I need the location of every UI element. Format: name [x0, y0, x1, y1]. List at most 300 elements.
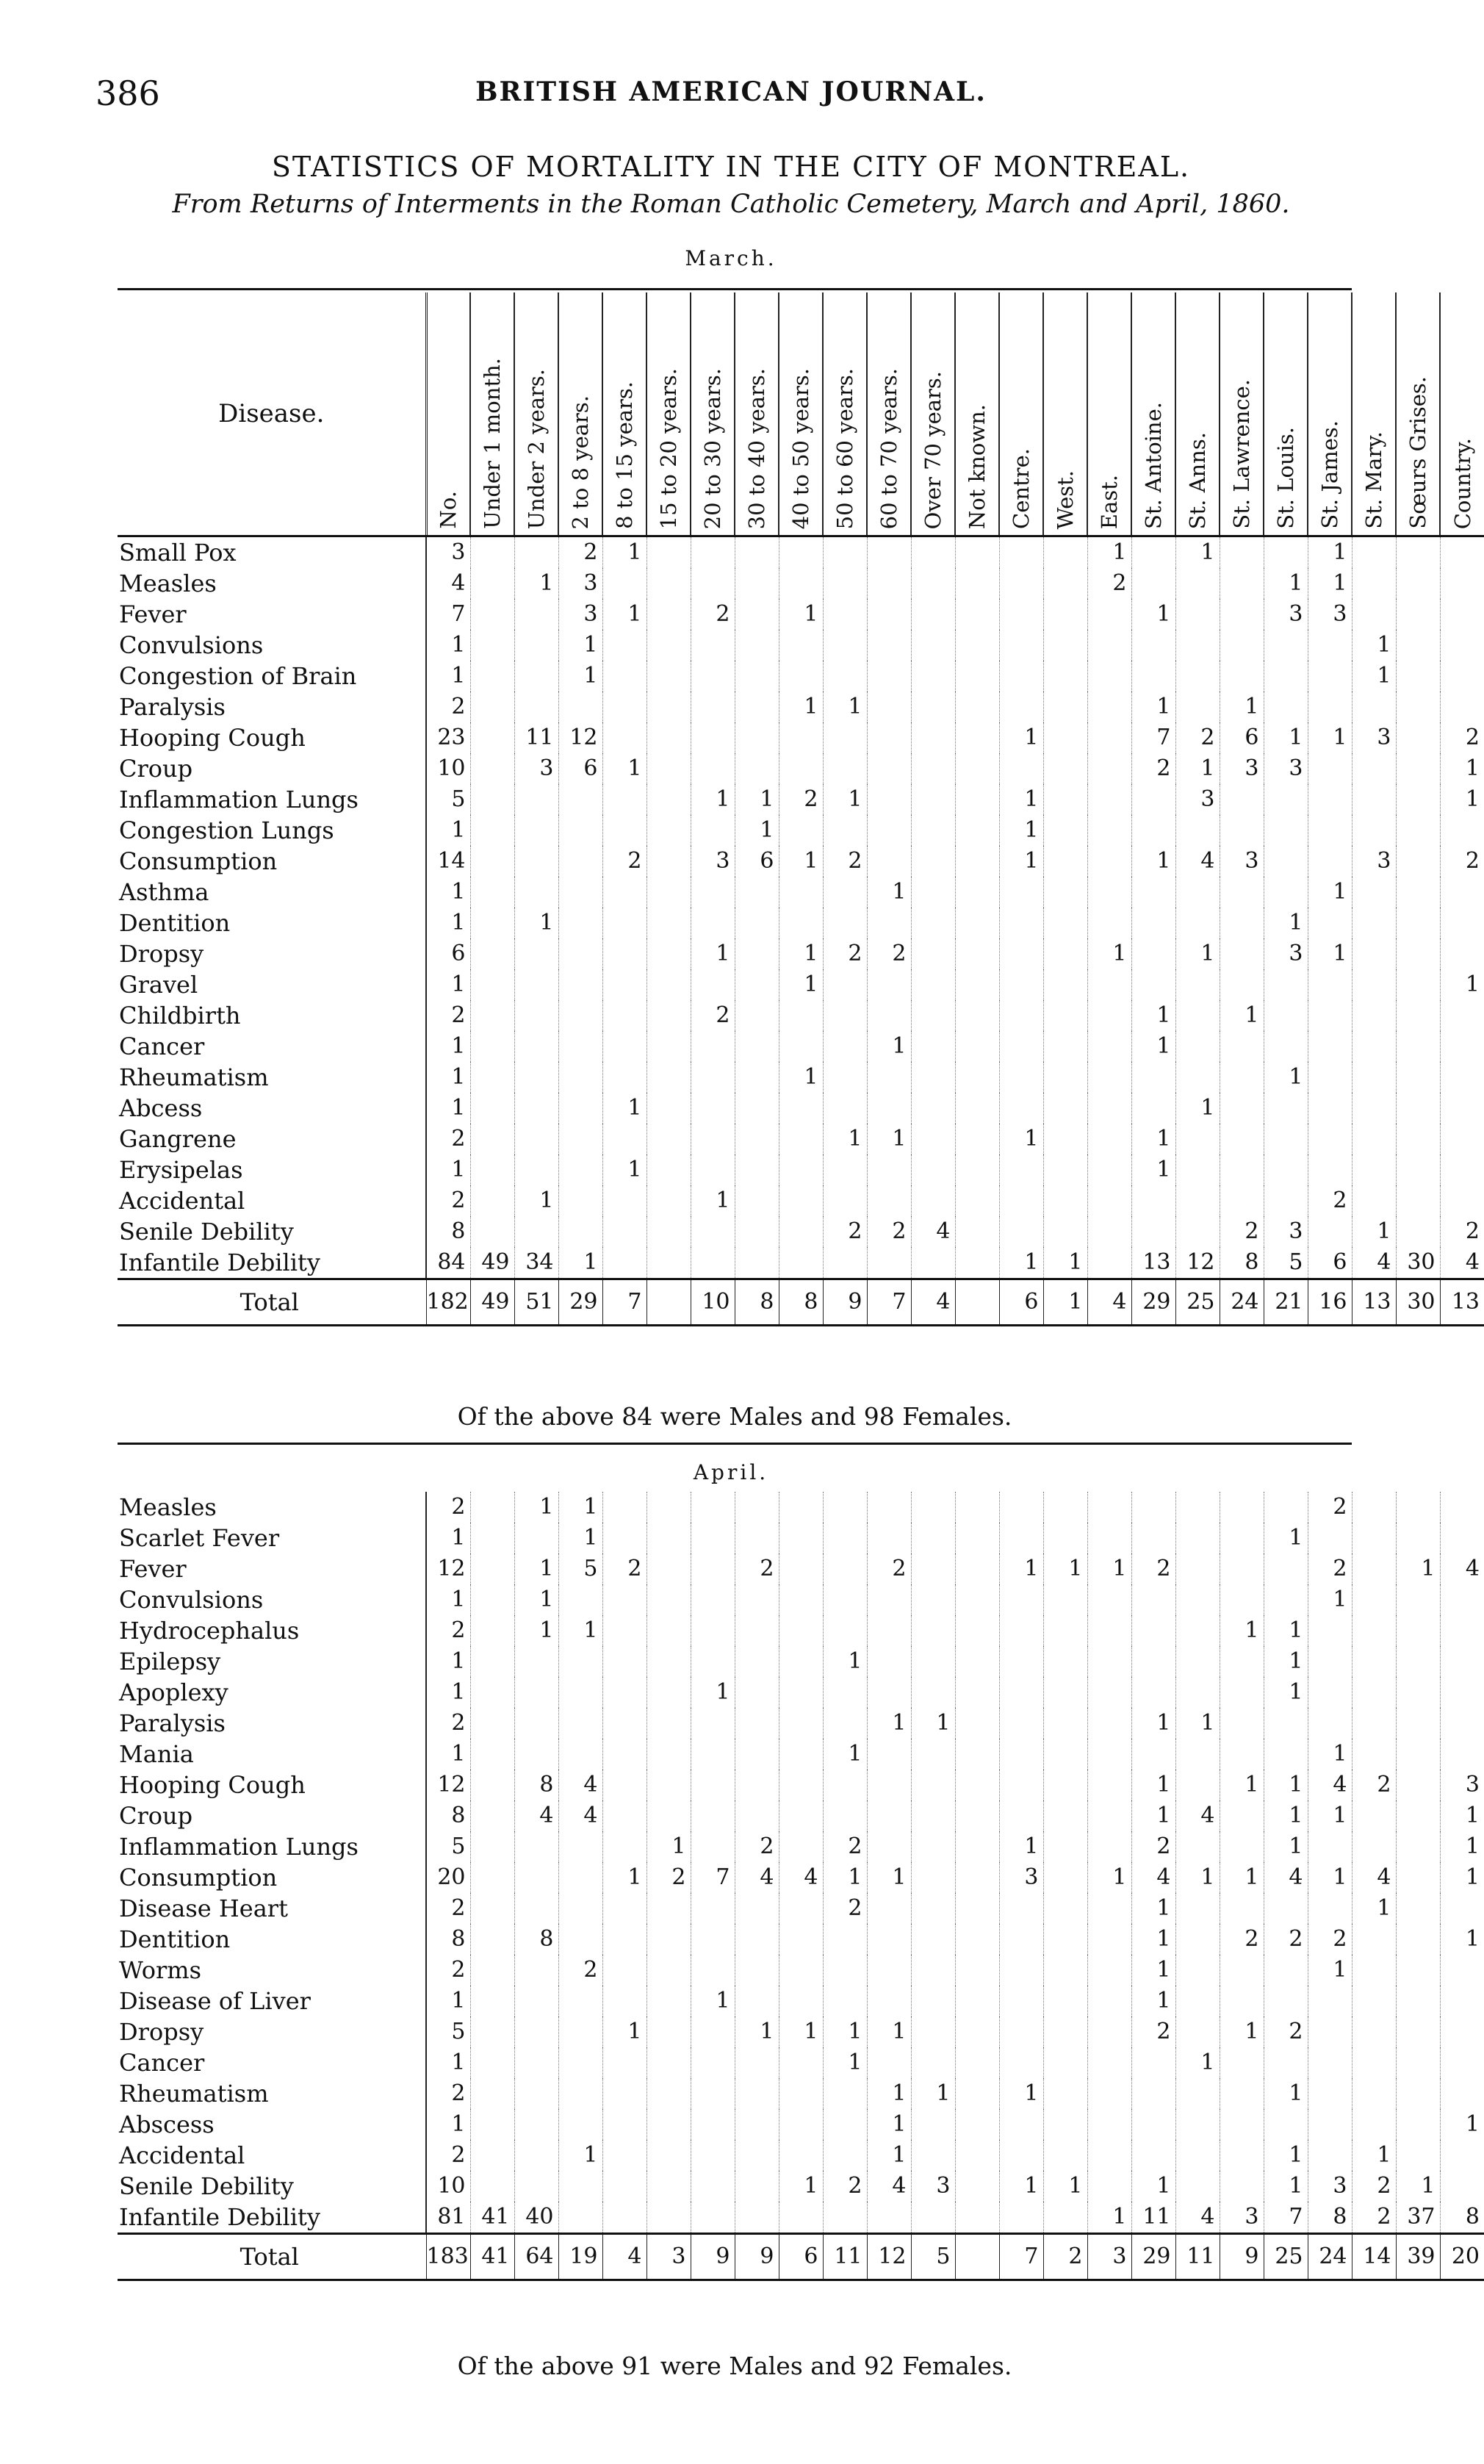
- table-cell: [1396, 1893, 1440, 1924]
- table-cell: 2: [867, 938, 911, 969]
- table-cell: [779, 1523, 823, 1554]
- table-cell: [1131, 630, 1175, 661]
- table-cell: [514, 1677, 558, 1708]
- table-cell: [691, 568, 735, 599]
- table-cell: 1: [426, 1677, 470, 1708]
- total-cell: 29: [558, 1279, 602, 1326]
- table-cell: [1087, 2171, 1131, 2202]
- table-cell: 8: [426, 1924, 470, 1955]
- table-cell: [1352, 1708, 1396, 1739]
- table-cell: [602, 1708, 646, 1739]
- table-cell: [1352, 1000, 1396, 1031]
- table-cell: [1308, 1986, 1352, 2016]
- table-cell: 1: [691, 1677, 735, 1708]
- disease-name: Consumption: [119, 847, 278, 875]
- table-cell: [955, 1708, 999, 1739]
- table-cell: [470, 1062, 514, 1093]
- table-cell: [514, 784, 558, 815]
- table-cell: [867, 1492, 911, 1523]
- table-cell: [514, 969, 558, 1000]
- table-cell: [470, 1708, 514, 1739]
- table-cell: [1220, 815, 1264, 846]
- table-cell: 1: [602, 599, 646, 630]
- table-cell: [735, 1031, 779, 1062]
- table-cell: [1308, 630, 1352, 661]
- table-cell: [514, 2047, 558, 2078]
- table-cell: [1043, 1646, 1087, 1677]
- total-cell: 9: [823, 1279, 867, 1326]
- table-cell: 1: [999, 784, 1043, 815]
- table-cell: [999, 1031, 1043, 1062]
- table-cell: 1: [426, 661, 470, 692]
- table-cell: [1440, 2047, 1484, 2078]
- table-cell: [1175, 1739, 1220, 1770]
- table-cell: [1043, 1492, 1087, 1523]
- table-row: [118, 1093, 1484, 1124]
- column-header-label: Under 2 years.: [524, 368, 549, 529]
- table-cell: [911, 630, 955, 661]
- disease-name: Cancer: [119, 1032, 205, 1060]
- table-cell: [779, 877, 823, 908]
- table-cell: [1352, 692, 1396, 722]
- table-cell: [470, 1093, 514, 1124]
- table-cell: [1087, 1216, 1131, 1247]
- table-cell: [1220, 1031, 1264, 1062]
- table-cell: [1131, 938, 1175, 969]
- table-cell: [955, 630, 999, 661]
- table-cell: [955, 1124, 999, 1154]
- table-cell: 4: [911, 1216, 955, 1247]
- table-cell: [1220, 877, 1264, 908]
- table-cell: [1175, 877, 1220, 908]
- table-cell: [1043, 1770, 1087, 1800]
- table-cell: [602, 1185, 646, 1216]
- column-header: [1440, 292, 1484, 535]
- table-cell: [558, 1185, 602, 1216]
- table-cell: [1352, 877, 1396, 908]
- table-cell: [1352, 2109, 1396, 2140]
- table-row: [118, 722, 1484, 753]
- table-cell: 1: [558, 1492, 602, 1523]
- column-header: [470, 292, 514, 535]
- table-cell: [646, 568, 691, 599]
- table-cell: [1131, 1216, 1175, 1247]
- table-cell: 1: [602, 2016, 646, 2047]
- table-cell: 1: [1352, 630, 1396, 661]
- table-cell: [1440, 1154, 1484, 1185]
- table-cell: [955, 1000, 999, 1031]
- table-cell: 3: [1220, 846, 1264, 877]
- column-header-label: Over 70 years.: [921, 370, 945, 529]
- table-cell: [1308, 1831, 1352, 1862]
- table-cell: [470, 1862, 514, 1893]
- table-cell: [691, 537, 735, 568]
- table-cell: 1: [735, 2016, 779, 2047]
- total-cell: 13: [1352, 1279, 1396, 1326]
- table-cell: [779, 2202, 823, 2234]
- table-cell: 1: [691, 1185, 735, 1216]
- table-cell: [602, 1831, 646, 1862]
- table-cell: [867, 784, 911, 815]
- table-cell: [470, 815, 514, 846]
- table-cell: [735, 938, 779, 969]
- table-cell: [911, 1154, 955, 1185]
- table-cell: [470, 2109, 514, 2140]
- table-cell: [1352, 969, 1396, 1000]
- table-cell: [1440, 1739, 1484, 1770]
- table-cell: [1131, 784, 1175, 815]
- table-cell: [691, 1893, 735, 1924]
- table-cell: [735, 1677, 779, 1708]
- table-cell: [1043, 722, 1087, 753]
- column-header-label: West.: [1053, 470, 1078, 529]
- table-cell: 81: [426, 2202, 470, 2234]
- table-cell: 4: [514, 1800, 558, 1831]
- table-cell: [1220, 1062, 1264, 1093]
- column-header: [514, 292, 558, 535]
- table-cell: [1352, 753, 1396, 784]
- running-head: BRITISH AMERICAN JOURNAL.: [475, 76, 987, 107]
- table-cell: [602, 1739, 646, 1770]
- table-cell: [1220, 1800, 1264, 1831]
- table-cell: 2: [426, 1615, 470, 1646]
- table-cell: [1308, 1031, 1352, 1062]
- table-cell: [1131, 1646, 1175, 1677]
- table-cell: [1175, 2109, 1220, 2140]
- table-cell: [911, 2202, 955, 2234]
- table-cell: [1175, 1062, 1220, 1093]
- table-cell: [823, 2078, 867, 2109]
- table-cell: [735, 1924, 779, 1955]
- total-cell: [646, 1279, 691, 1326]
- table-cell: [1175, 1986, 1220, 2016]
- table-cell: 6: [1308, 1247, 1352, 1279]
- table-cell: [1396, 2078, 1440, 2109]
- table-cell: [735, 1615, 779, 1646]
- table-cell: [955, 2202, 999, 2234]
- column-header-label: 15 to 20 years.: [656, 367, 681, 529]
- column-header-label: No.: [436, 491, 461, 529]
- table-cell: 2: [823, 846, 867, 877]
- total-cell: 7: [602, 1279, 646, 1326]
- table-cell: 1: [1308, 722, 1352, 753]
- table-cell: [646, 2109, 691, 2140]
- table-cell: 1: [1440, 784, 1484, 815]
- table-cell: [911, 1800, 955, 1831]
- table-cell: 2: [867, 1554, 911, 1584]
- total-cell: 1: [1043, 1279, 1087, 1326]
- table-cell: 4: [867, 2171, 911, 2202]
- table-cell: [691, 1124, 735, 1154]
- total-cell: 8: [735, 1279, 779, 1326]
- table-cell: [1175, 1154, 1220, 1185]
- table-cell: [867, 1093, 911, 1124]
- column-header: [646, 292, 691, 535]
- table-cell: [691, 1093, 735, 1124]
- table-cell: [1043, 1739, 1087, 1770]
- table-cell: [1352, 815, 1396, 846]
- table-cell: [691, 1062, 735, 1093]
- table-cell: [1087, 1062, 1131, 1093]
- table-cell: [602, 568, 646, 599]
- column-header: [955, 292, 999, 535]
- table-cell: 1: [867, 2078, 911, 2109]
- table-cell: 2: [1220, 1216, 1264, 1247]
- table-cell: [1220, 969, 1264, 1000]
- total-cell: 2: [1043, 2234, 1087, 2280]
- table-cell: [514, 2171, 558, 2202]
- disease-name: Rheumatism: [119, 2080, 269, 2108]
- table-cell: [1264, 630, 1308, 661]
- table-row: [118, 1924, 1484, 1955]
- table-cell: [691, 1523, 735, 1554]
- table-cell: [867, 537, 911, 568]
- table-cell: [558, 846, 602, 877]
- column-header: [867, 292, 911, 535]
- table-cell: [1440, 1000, 1484, 1031]
- table-cell: 1: [426, 1031, 470, 1062]
- table-cell: [999, 1492, 1043, 1523]
- table-cell: [602, 1677, 646, 1708]
- table-cell: [955, 568, 999, 599]
- table-cell: 8: [514, 1924, 558, 1955]
- table-cell: [470, 1492, 514, 1523]
- total-cell: 5: [911, 2234, 955, 2280]
- table-row: [118, 1154, 1484, 1185]
- table-cell: [470, 1554, 514, 1584]
- column-header-label: St. Anns.: [1185, 431, 1210, 529]
- table-cell: [999, 969, 1043, 1000]
- table-cell: [1087, 1708, 1131, 1739]
- table-cell: [691, 1154, 735, 1185]
- table-cell: 1: [999, 1247, 1043, 1279]
- table-cell: 41: [470, 2202, 514, 2234]
- table-cell: [1440, 1584, 1484, 1615]
- table-cell: [779, 722, 823, 753]
- table-cell: [955, 661, 999, 692]
- table-cell: [514, 2078, 558, 2109]
- disease-name: Consumption: [119, 1864, 278, 1892]
- table-cell: [691, 722, 735, 753]
- table-cell: 1: [779, 692, 823, 722]
- table-cell: [1396, 815, 1440, 846]
- table-cell: [1175, 692, 1220, 722]
- table-cell: 1: [1175, 753, 1220, 784]
- table-cell: [691, 2171, 735, 2202]
- table-cell: 1: [779, 969, 823, 1000]
- table-cell: 2: [1308, 1924, 1352, 1955]
- table-cell: [1396, 1615, 1440, 1646]
- total-cell: 11: [1175, 2234, 1220, 2280]
- table-cell: [470, 1216, 514, 1247]
- table-cell: 1: [823, 692, 867, 722]
- table-cell: [779, 753, 823, 784]
- table-cell: 2: [823, 2171, 867, 2202]
- table-cell: [1175, 1646, 1220, 1677]
- table-cell: [1175, 1185, 1220, 1216]
- table-cell: [470, 908, 514, 938]
- table-cell: [558, 1677, 602, 1708]
- table-cell: 1: [426, 969, 470, 1000]
- table-cell: [911, 1000, 955, 1031]
- table-cell: [911, 908, 955, 938]
- total-cell: 9: [1220, 2234, 1264, 2280]
- table-cell: [470, 1185, 514, 1216]
- table-cell: [558, 2047, 602, 2078]
- table-cell: 6: [558, 753, 602, 784]
- table-cell: [1396, 2109, 1440, 2140]
- table-cell: [1220, 661, 1264, 692]
- column-header: [1308, 292, 1352, 535]
- table-cell: 1: [1264, 568, 1308, 599]
- table-cell: [470, 753, 514, 784]
- table-cell: [470, 2078, 514, 2109]
- table-cell: [1043, 630, 1087, 661]
- table-cell: [911, 1523, 955, 1554]
- table-cell: [1220, 1124, 1264, 1154]
- table-cell: [470, 1800, 514, 1831]
- table-cell: [1043, 1893, 1087, 1924]
- table-cell: [1043, 1124, 1087, 1154]
- column-header-label: St. Lawrence.: [1229, 379, 1254, 529]
- table-cell: [1264, 1955, 1308, 1986]
- table-cell: 2: [426, 2140, 470, 2171]
- table-cell: [1308, 1615, 1352, 1646]
- table-cell: 34: [514, 1247, 558, 1279]
- table-cell: [646, 2171, 691, 2202]
- column-header: [1175, 292, 1220, 535]
- table-cell: 2: [691, 1000, 735, 1031]
- table-cell: 2: [691, 599, 735, 630]
- table-cell: [1396, 1216, 1440, 1247]
- table-cell: [1440, 815, 1484, 846]
- table-cell: [1087, 1986, 1131, 2016]
- march-note: Of the above 84 were Males and 98 Females.: [457, 1402, 1012, 1431]
- table-cell: [735, 1247, 779, 1279]
- table-cell: 1: [779, 1062, 823, 1093]
- table-cell: [911, 1677, 955, 1708]
- table-cell: [691, 2047, 735, 2078]
- table-cell: [691, 1554, 735, 1584]
- table-cell: [1043, 1154, 1087, 1185]
- table-cell: 1: [1308, 1739, 1352, 1770]
- table-cell: 1: [1043, 2171, 1087, 2202]
- table-cell: 2: [1440, 846, 1484, 877]
- table-cell: 6: [426, 938, 470, 969]
- table-cell: [823, 2109, 867, 2140]
- table-cell: 2: [1264, 2016, 1308, 2047]
- table-cell: [1264, 784, 1308, 815]
- table-cell: 1: [1175, 1708, 1220, 1739]
- table-cell: [1087, 1124, 1131, 1154]
- table-cell: 1: [514, 1584, 558, 1615]
- table-cell: [955, 2140, 999, 2171]
- table-cell: [955, 2016, 999, 2047]
- page-header: [96, 73, 1366, 125]
- april-table: [118, 1492, 1484, 2281]
- table-cell: 1: [1308, 568, 1352, 599]
- table-cell: 1: [1264, 908, 1308, 938]
- table-cell: 7: [426, 599, 470, 630]
- table-cell: [602, 2078, 646, 2109]
- table-cell: [1087, 2047, 1131, 2078]
- table-cell: 1: [779, 2171, 823, 2202]
- table-cell: [1264, 969, 1308, 1000]
- total-cell: 14: [1352, 2234, 1396, 2280]
- table-row: [118, 1615, 1484, 1646]
- table-cell: [955, 1677, 999, 1708]
- table-row: [118, 2171, 1484, 2202]
- disease-name: Accidental: [119, 2141, 245, 2169]
- table-cell: [646, 1185, 691, 1216]
- table-cell: 3: [1264, 1216, 1308, 1247]
- table-cell: 1: [602, 537, 646, 568]
- table-cell: [1220, 599, 1264, 630]
- total-cell: 182: [426, 1279, 470, 1326]
- table-cell: [911, 722, 955, 753]
- column-header-label: 8 to 15 years.: [612, 381, 637, 529]
- table-cell: [1396, 1800, 1440, 1831]
- table-cell: [1087, 2109, 1131, 2140]
- table-cell: [1175, 1492, 1220, 1523]
- table-cell: [779, 908, 823, 938]
- table-cell: [646, 1000, 691, 1031]
- table-cell: [646, 1924, 691, 1955]
- table-cell: [911, 1093, 955, 1124]
- table-cell: 3: [1264, 938, 1308, 969]
- table-cell: [1175, 1677, 1220, 1708]
- table-cell: 2: [1308, 1185, 1352, 1216]
- table-cell: [1220, 1677, 1264, 1708]
- table-cell: [1308, 2078, 1352, 2109]
- disease-name: Congestion of Brain: [119, 662, 357, 690]
- table-cell: [1220, 1584, 1264, 1615]
- table-cell: 8: [1308, 2202, 1352, 2234]
- table-cell: 2: [823, 1216, 867, 1247]
- table-cell: [779, 1247, 823, 1279]
- table-cell: [602, 1893, 646, 1924]
- table-cell: 3: [1352, 846, 1396, 877]
- table-cell: [646, 877, 691, 908]
- table-cell: 49: [470, 1247, 514, 1279]
- table-cell: [735, 1986, 779, 2016]
- table-cell: [1175, 1955, 1220, 1986]
- table-cell: [823, 1677, 867, 1708]
- table-cell: 1: [1131, 1770, 1175, 1800]
- table-row: [118, 1124, 1484, 1154]
- table-cell: [955, 969, 999, 1000]
- table-cell: [779, 1677, 823, 1708]
- disease-name: Gangrene: [119, 1125, 237, 1153]
- table-cell: [558, 2202, 602, 2234]
- table-cell: 2: [426, 1708, 470, 1739]
- table-cell: [646, 2016, 691, 2047]
- table-cell: [470, 1831, 514, 1862]
- april-note: Of the above 91 were Males and 92 Females.: [457, 2352, 1012, 2380]
- table-cell: 1: [1220, 1770, 1264, 1800]
- table-cell: [1131, 1677, 1175, 1708]
- table-cell: [1264, 1492, 1308, 1523]
- table-cell: 1: [823, 1862, 867, 1893]
- table-row: [118, 969, 1484, 1000]
- column-header: [602, 292, 646, 535]
- table-cell: [1264, 1893, 1308, 1924]
- table-cell: 1: [1440, 1831, 1484, 1862]
- table-cell: 1: [1131, 1893, 1175, 1924]
- table-row: [118, 1554, 1484, 1584]
- column-header-label: St. Mary.: [1361, 431, 1386, 529]
- table-cell: [602, 2202, 646, 2234]
